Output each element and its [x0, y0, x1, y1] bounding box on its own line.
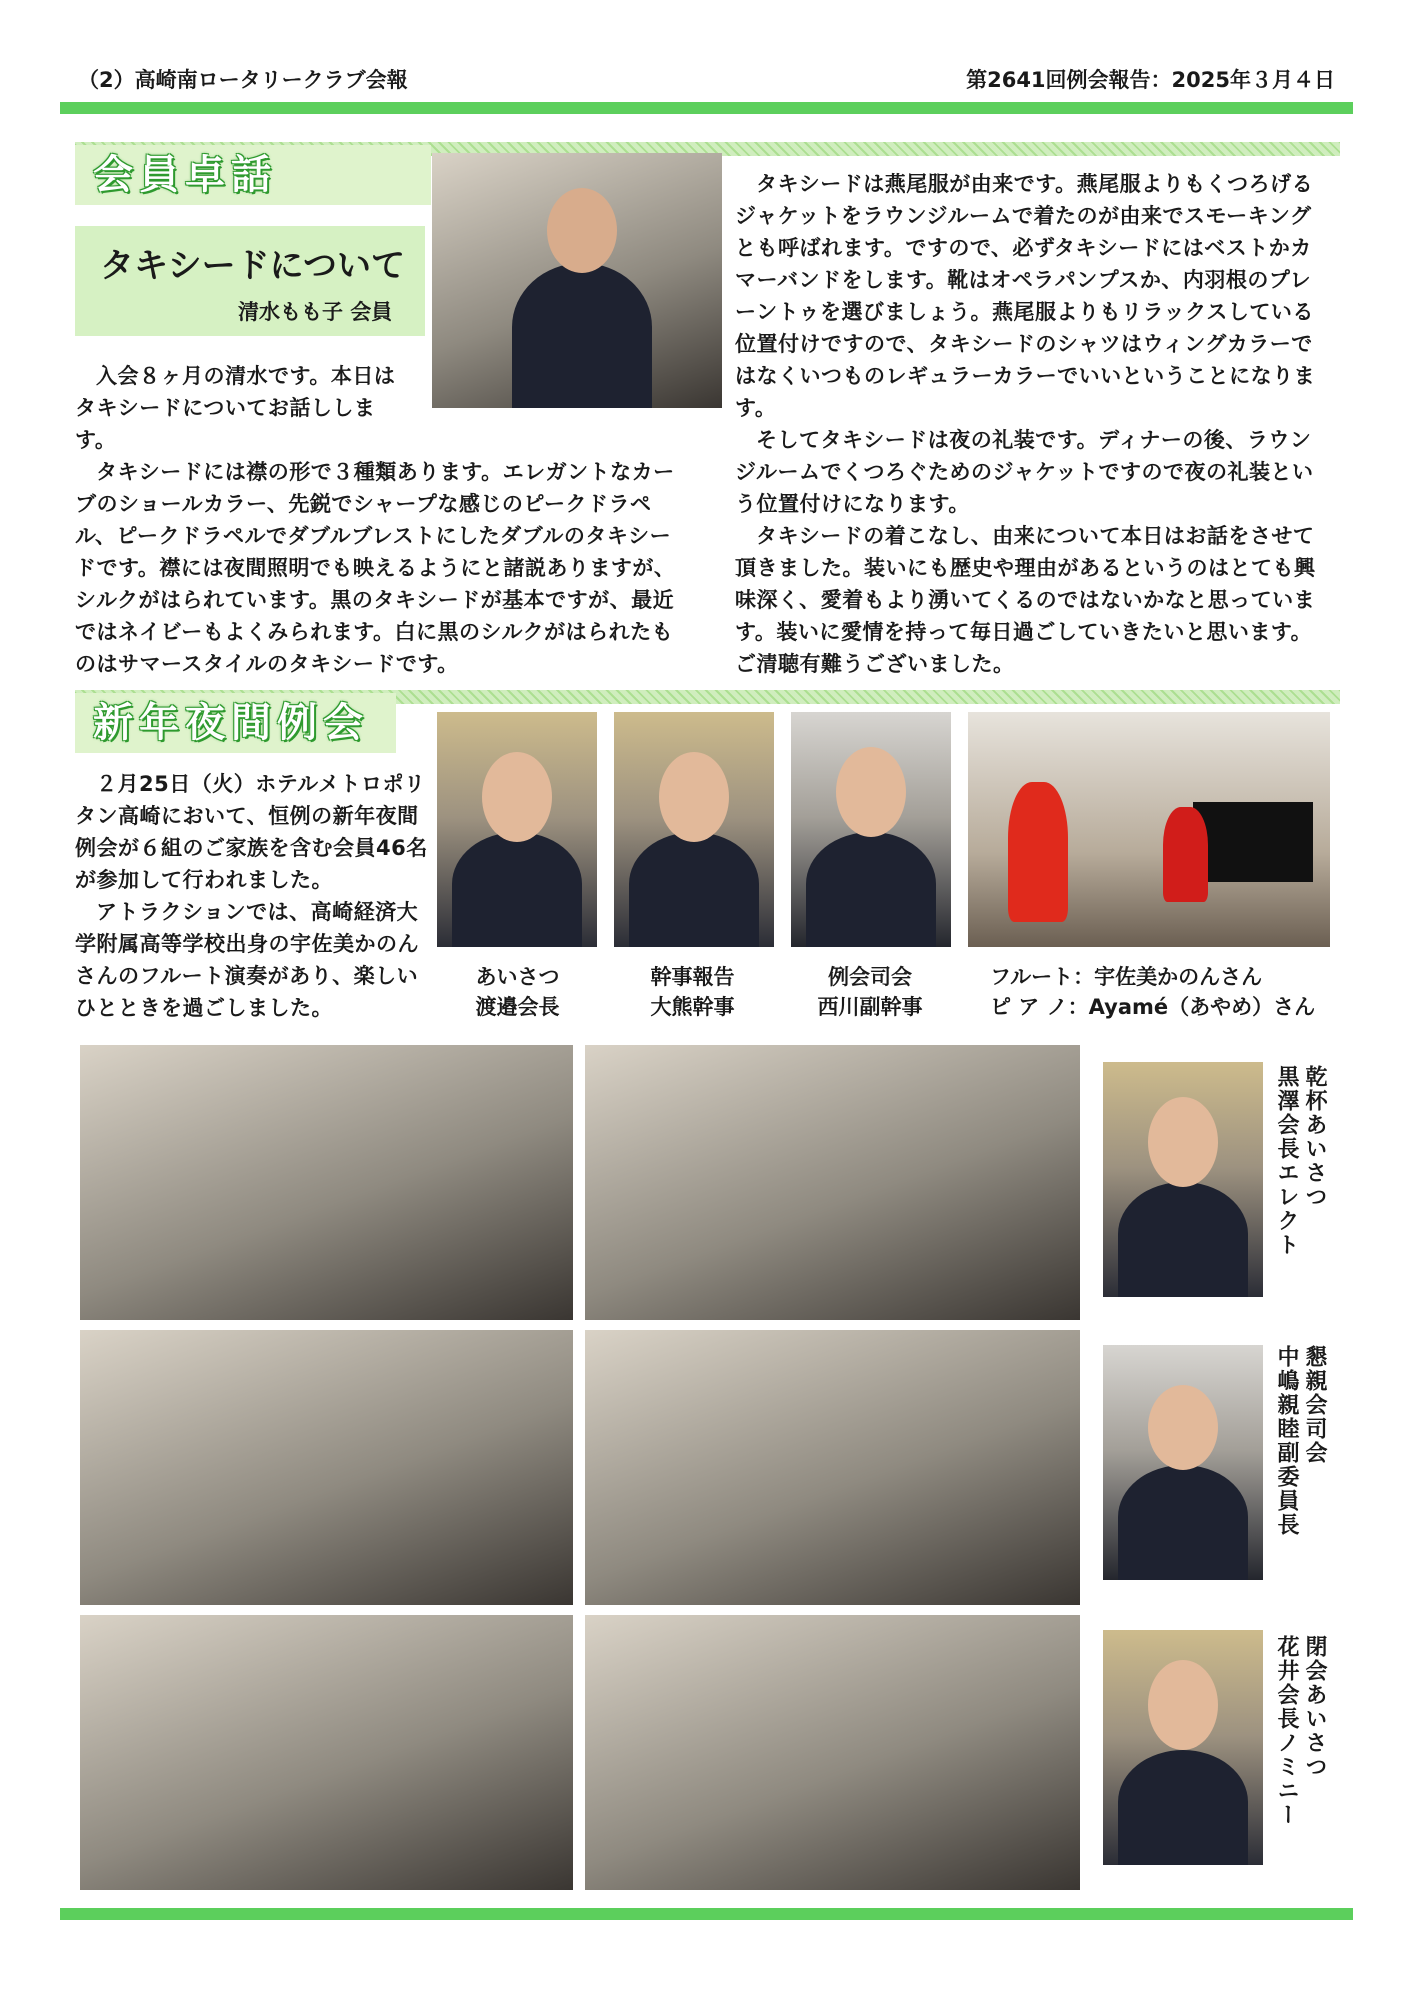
top-rule	[60, 102, 1353, 114]
newyear-p2: アトラクションでは、高崎経済大学附属高等学校出身の宇佐美かのんさんのフルート演奏があり、楽しいひとときを過ごしました。	[75, 900, 419, 1020]
photo-performance	[968, 712, 1330, 947]
group-photo-6	[585, 1615, 1080, 1890]
speech-right-p1: タキシードは燕尾服が由来です。燕尾服よりもくつろげるジャケットをラウンジルームで着たのが由来でスモーキングとも呼ばれます。ですので、必ずタキシードにはベストかカマーバンドをします。靴はオペラパンプスか、内羽根のプレーントゥを選びましょう。燕尾服よりもリラックスしている位置付けですので、タキシードのシャツはウィングカラーではなくいつものレギュラーカラーでいいということになります。	[735, 172, 1316, 420]
speech-title: タキシードについて	[100, 246, 405, 286]
pianist-figure	[1163, 807, 1208, 902]
speaker-name: 清水もも子 会員	[238, 300, 393, 324]
group-photo-4	[585, 1330, 1080, 1605]
caption-performers: フルート：宇佐美かのんさん ピ ア ノ：Ayamé（あやめ）さん	[990, 965, 1316, 1019]
section-title-speech: 会員卓話	[75, 145, 431, 205]
speech-right-p3: タキシードの着こなし、由来について本日はお話をさせて頂きました。装いにも歴史や理由があるというのはとても興味深く、愛着もより湧いてくるのではないかなと思っています。装いに愛情を持って毎日過ごしていきたいと思います。ご清聴有難うございました。	[735, 524, 1316, 676]
speech-right-text	[735, 168, 1330, 680]
flutist-figure	[1008, 782, 1068, 922]
photo-secretary	[614, 712, 774, 947]
caption-secretary: 幹事報告 大熊幹事	[650, 965, 735, 1019]
caption-president: あいさつ 渡邉会長	[475, 965, 560, 1019]
caption-vice-secretary: 例会司会 西川副幹事	[817, 965, 923, 1019]
photo-toast	[1103, 1062, 1263, 1297]
photo-closing	[1103, 1630, 1263, 1865]
photo-mc	[1103, 1345, 1263, 1580]
piano	[1193, 802, 1313, 882]
group-photo-2	[585, 1045, 1080, 1320]
newyear-text	[75, 768, 435, 1024]
bottom-rule	[60, 1908, 1353, 1920]
group-photo-5	[80, 1615, 573, 1890]
side-caption-toast: 乾杯あいさつ 黒澤会長エレクト	[1274, 1065, 1327, 1257]
speech-left-p1: 入会８ヶ月の清水です。本日はタキシードについてお話しします。	[75, 364, 396, 452]
speech-left-p2: タキシードには襟の形で３種類あります。エレガントなカーブのショールカラー、先鋭でシャープな感じのピークドラペル、ピークドラペルでダブルブレストにしたダブルのタキシードです。襟には夜間照明でも映えるようにと諸説ありますが、シルクがはられています。黒のタキシードが基本ですが、最近ではネイビーもよくみられます。白に黒のシルクがはられたものはサマースタイルのタキシードです。	[75, 460, 676, 676]
header-left: （2）高崎南ロータリークラブ会報	[78, 68, 408, 92]
group-photo-3	[80, 1330, 573, 1605]
side-caption-closing: 閉会あいさつ 花井会長ノミニー	[1274, 1635, 1327, 1827]
newyear-p1: ２月25日（火）ホテルメトロポリタン高崎において、恒例の新年夜間例会が６組のご家族を含む会員46名が参加して行われました。	[75, 772, 428, 892]
photo-president	[437, 712, 597, 947]
photo-vice-secretary	[791, 712, 951, 947]
speech-right-p2: そしてタキシードは夜の礼装です。ディナーの後、ラウンジルームでくつろぐためのジャケットですので夜の礼装という位置付けになります。	[735, 428, 1314, 516]
speaker-head	[547, 188, 617, 273]
header-right: 第2641回例会報告：2025年３月４日	[966, 68, 1335, 92]
side-caption-mc: 懇親会司会 中嶋親睦副委員長	[1274, 1345, 1327, 1537]
section-title-newyear: 新年夜間例会	[75, 693, 396, 753]
speech-left-text	[75, 360, 680, 680]
group-photo-1	[80, 1045, 573, 1320]
